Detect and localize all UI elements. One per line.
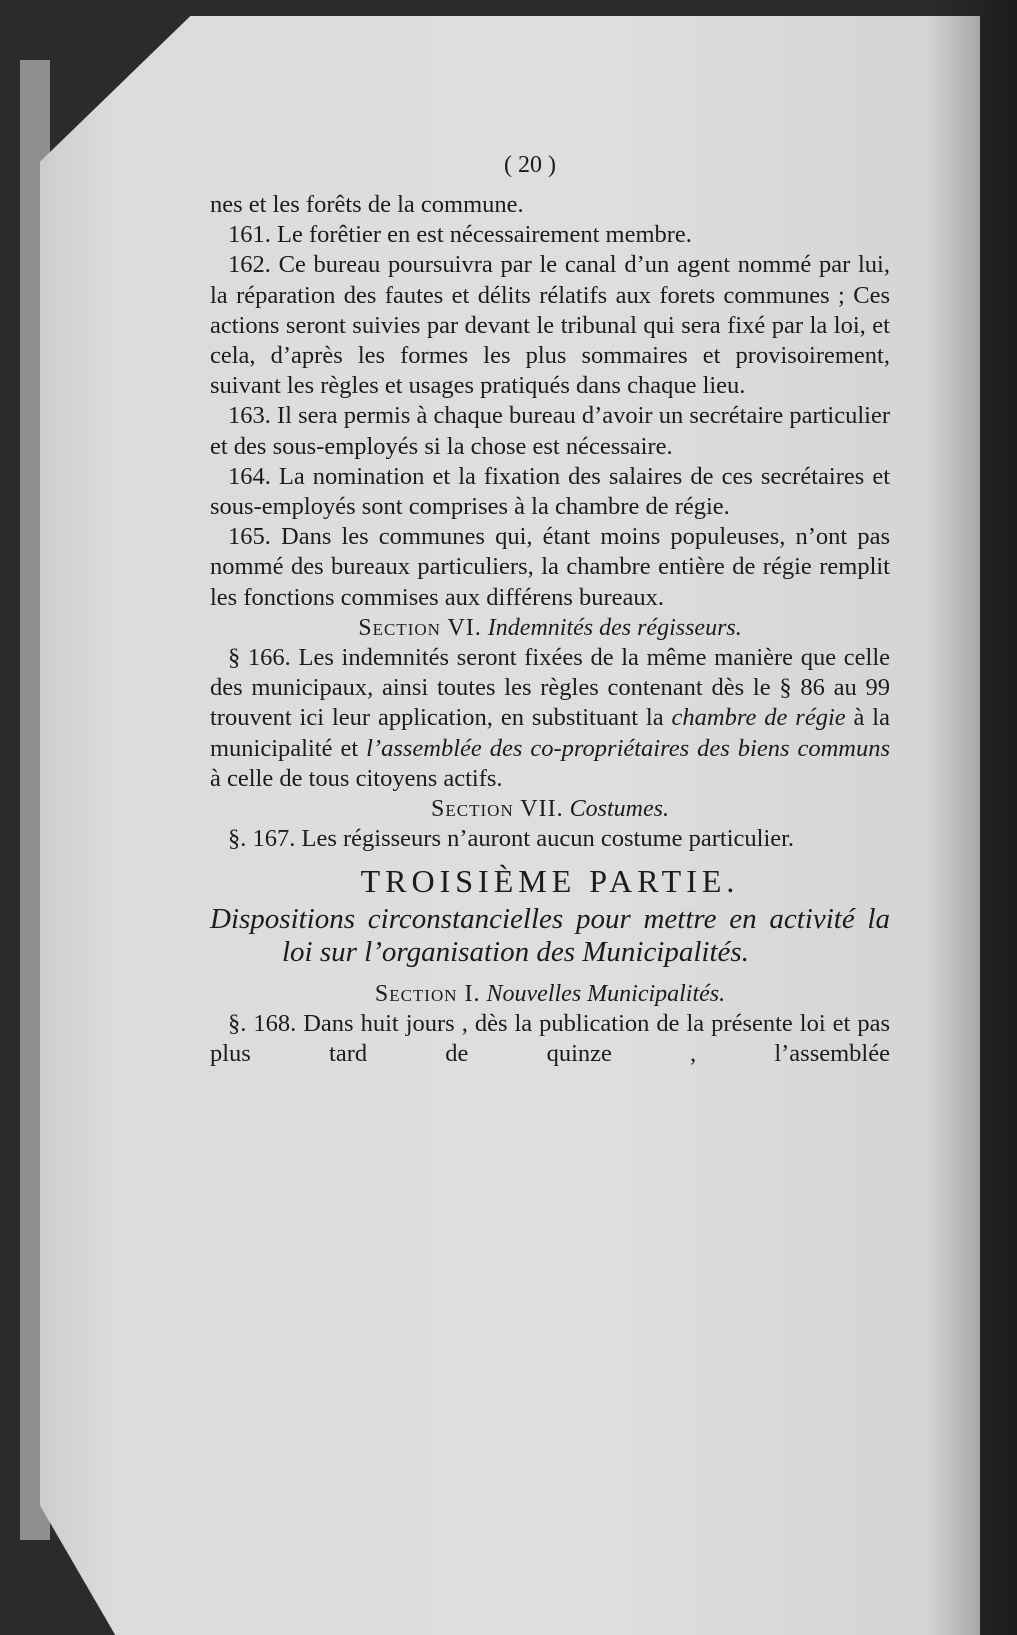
paragraph-163: 163. Il sera permis à chaque bureau d’avoir un secrétaire particulier et des sous-employés si la chose est nécessaire. <box>210 402 890 460</box>
page-number: ( 20 ) <box>504 152 556 178</box>
section-6-label: Section VI. <box>358 614 482 641</box>
paragraph-162: 162. Ce bureau poursuivra par le canal d’un agent nommé par lui, la réparation des fautes et délits rélatifs aux forets communes ; Ces actions seront suivies par devant le tribunal qui sera fixé par la loi, et cela, d’après les formes les plus sommaires et provisoirement, suivant les règles et usages pratiqués dans chaque lieu. <box>210 251 890 400</box>
section-1-title: Nouvelles Municipalités. <box>486 980 726 1007</box>
paragraph-167: §. 167. Les régisseurs n’auront aucun costume particulier. <box>228 825 795 853</box>
section-1-label: Section I. <box>374 980 481 1007</box>
paragraph-166-part-a: § 166. Les indemnités seront fixées de la même manière que celle des municipaux, ainsi toutes les règles contenant dès le § 86 au 99 trouvent ici leur application, en substituant la <box>210 644 890 732</box>
paragraph-165: 165. Dans les communes qui, étant moins populeuses, n’ont pas nommé des bureaux particuliers, la chambre entière de régie remplit les fonctions commises aux différens bureaux. <box>210 523 890 611</box>
page-text <box>210 150 890 1069</box>
paragraph-166-italic-b: chambre de régie <box>671 704 846 732</box>
paragraph-166 <box>210 643 890 794</box>
section-7-title: Costumes. <box>569 796 669 823</box>
paragraph-164: 164. La nomination et la fixation des salaires de ces secrétaires et sous-employés sont comprises à la chambre de régie. <box>210 462 890 521</box>
paragraph-line-0: nes et les forêts de la commune. <box>210 191 524 218</box>
paragraph-161: 161. Le forêtier en est nécessairement membre. <box>228 221 692 249</box>
paragraph-168: §. 168. Dans huit jours , dès la publication de la présente loi et pas plus tard de quinze , l’assemblée <box>210 1009 890 1068</box>
paragraph-166-part-c: à la municipalité et <box>210 704 890 762</box>
paragraph-166-part-e: à celle de tous citoyens actifs. <box>210 764 503 792</box>
gutter-shadow <box>927 0 1017 1635</box>
part-subtitle: Dispositions circonstancielles pour mettre en activité la loi sur l’organisation des Municipalités. <box>210 902 890 968</box>
section-7-label: Section VII. <box>431 796 564 823</box>
section-heading-6 <box>210 613 890 643</box>
paragraph-166-italic-d: l’assemblée des co-propriétaires des biens communs <box>366 734 890 762</box>
section-heading-1 <box>210 979 890 1009</box>
section-heading-7 <box>210 794 890 824</box>
section-6-title: Indemnités des régisseurs. <box>487 614 742 641</box>
part-title: TROISIÈME PARTIE. <box>360 863 740 900</box>
